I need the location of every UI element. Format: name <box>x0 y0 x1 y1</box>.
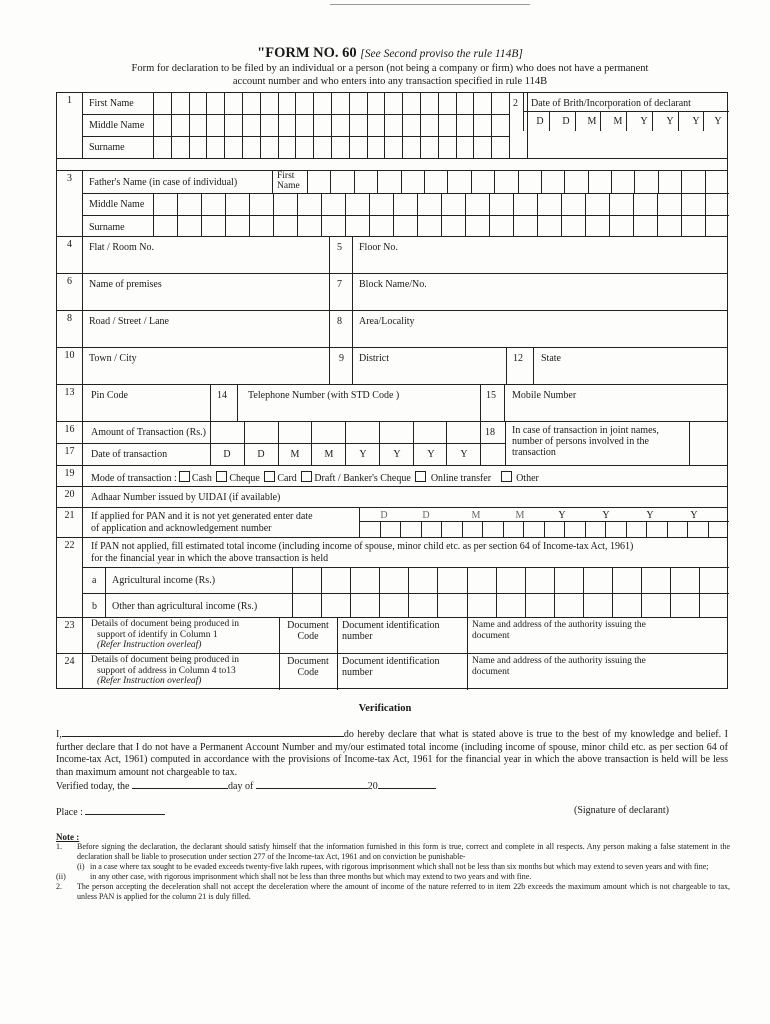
form-header <box>40 44 740 88</box>
row-1-name <box>56 92 728 158</box>
place-label: Place : <box>56 807 83 818</box>
pan-m1: M <box>471 510 481 521</box>
note-1-ii <box>56 872 730 882</box>
cash-option: Cash <box>191 473 212 484</box>
notes-section <box>56 832 730 902</box>
divider <box>105 567 106 618</box>
doc-code-line1: Document <box>287 656 329 667</box>
declaration-form-table <box>56 92 728 689</box>
draft-option: Draft / Banker's Cheque <box>314 473 411 484</box>
pan-applied-line2: of application and acknowledgement number <box>91 523 272 534</box>
surname-label: Surname <box>89 142 125 153</box>
divider <box>689 422 690 466</box>
fathers-name-label: Father's Name (in case of individual) <box>89 177 238 188</box>
note-2 <box>56 882 730 902</box>
online-transfer-option: Online transfer <box>430 473 492 484</box>
joint-names-label <box>512 425 659 458</box>
dob-y2: Y <box>666 116 674 127</box>
identity-doc-line3: (Refer Instruction overleaf) <box>97 640 202 650</box>
row-number: 19 <box>57 466 83 486</box>
mode-of-transaction <box>91 471 539 484</box>
divider <box>509 93 510 159</box>
form-subtitle-line2: account number and who enters into any transaction specified in rule 114B <box>232 75 548 87</box>
row-20-aadhaar <box>56 486 728 507</box>
divider <box>352 348 353 385</box>
fathers-first-name-cells[interactable] <box>307 171 729 193</box>
scan-artifact-line <box>330 4 530 5</box>
divider <box>480 385 481 422</box>
road-street-label: Road / Street / Lane <box>89 316 169 327</box>
row-14-number: 14 <box>217 390 227 401</box>
joint-names-line1: In case of transaction in joint names, <box>512 425 659 436</box>
row-number: 1 <box>57 93 83 158</box>
divider <box>337 654 338 690</box>
joint-names-line3: transaction <box>512 447 556 458</box>
form-title-reference: [See Second proviso the rule 114B] <box>360 48 523 60</box>
pan-y1: Y <box>558 510 566 521</box>
authority-line2: document <box>472 667 510 677</box>
declarant-name-blank[interactable] <box>62 727 344 737</box>
fathers-surname-label: Surname <box>89 222 125 233</box>
row-18-number: 18 <box>485 427 495 438</box>
dob-label: Date of Brith/Incorporation of declarant <box>531 98 691 109</box>
other-checkbox[interactable] <box>501 471 512 482</box>
form-title-text: "FORM NO. 60 <box>257 45 357 61</box>
cheque-option: Cheque <box>229 473 260 484</box>
divider <box>352 274 353 311</box>
doc-code-line2: Code <box>297 631 319 642</box>
row-10-town <box>56 347 728 384</box>
divider <box>352 237 353 274</box>
pan-y2: Y <box>602 510 610 521</box>
txn-d2: D <box>257 449 265 460</box>
row-number: 24 <box>57 654 83 688</box>
verified-today-label: Verified today, the <box>56 781 130 792</box>
divider <box>329 348 330 385</box>
row-number: 3 <box>57 171 83 236</box>
floor-no-label: Floor No. <box>359 242 398 253</box>
day-of-label: day of <box>228 781 254 792</box>
divider <box>504 385 505 422</box>
aadhaar-label: Adhaar Number issued by UIDAI (if available) <box>91 492 281 503</box>
income-line1: If PAN not applied, fill estimated total income (including income of spouse, minor child etc. as per section 64 of Income-tax Act, 1961) <box>91 541 634 552</box>
row-number: 20 <box>57 487 83 507</box>
divider <box>210 385 211 422</box>
joint-names-line2: number of persons involved in the <box>512 436 649 447</box>
mobile-number-label: Mobile Number <box>512 390 577 401</box>
divider <box>467 654 468 690</box>
row-12-number: 12 <box>513 353 523 364</box>
declarant-prefix: I, <box>56 729 62 740</box>
cash-checkbox[interactable] <box>179 471 190 482</box>
txn-d1: D <box>223 449 231 460</box>
middle-name-label: Middle Name <box>89 120 145 131</box>
doc-code-line2: Code <box>297 667 319 678</box>
form-subtitle <box>40 63 740 88</box>
month-blank[interactable] <box>256 779 368 789</box>
doc-id-line2: number <box>342 667 373 678</box>
dob-y3: Y <box>692 116 700 127</box>
fathers-first-name-label <box>277 172 300 191</box>
block-name-label: Block Name/No. <box>359 279 427 290</box>
dob-d1: D <box>536 116 544 127</box>
fathers-middle-name-label: Middle Name <box>89 199 145 210</box>
other-option: Other <box>516 473 539 484</box>
pan-m2: M <box>515 510 525 521</box>
authority-line1: Name and address of the authority issuing the <box>472 620 646 630</box>
identity-doc-line1: Details of document being produced in <box>91 619 240 629</box>
flat-room-label: Flat / Room No. <box>89 242 155 253</box>
authority-line2: document <box>472 631 510 641</box>
other-income-label: Other than agricultural income (Rs.) <box>112 601 258 612</box>
txn-y2: Y <box>393 449 401 460</box>
doc-id-line1: Document identification <box>342 656 440 667</box>
txn-y1: Y <box>359 449 367 460</box>
row-13-15-contact <box>56 384 728 421</box>
name-input-cells[interactable] <box>153 93 509 159</box>
row-22-income <box>56 537 728 617</box>
notes-title: Note : <box>56 832 80 842</box>
town-city-label: Town / City <box>89 353 137 364</box>
cheque-checkbox[interactable] <box>216 471 227 482</box>
row-8-road <box>56 310 728 347</box>
divider <box>352 311 353 348</box>
dob-m2: M <box>613 116 623 127</box>
income-line2: for the financial year in which the above transaction is held <box>91 553 329 564</box>
year-prefix: 20 <box>367 781 378 792</box>
day-blank[interactable] <box>132 779 228 789</box>
row-3-fathers-name <box>56 170 728 236</box>
dob-d2: D <box>562 116 570 127</box>
telephone-label: Telephone Number (with STD Code ) <box>248 390 400 401</box>
divider <box>523 93 524 111</box>
txn-y4: Y <box>460 449 468 460</box>
dob-y1: Y <box>640 116 648 127</box>
row-number: 8 <box>57 311 83 347</box>
txn-y3: Y <box>427 449 435 460</box>
address-doc-id-label <box>342 656 439 678</box>
address-doc-line1: Details of document being produced in <box>91 655 240 665</box>
note-2-text: The person accepting the deceleration shall not accept the deceleration where the amount of income of the nature referred to in item 22b exceeds the maximum amount which is not chargeable to tax, unless PAN is applied for the column 21 is duly filled. <box>77 882 730 901</box>
income-cells[interactable] <box>292 567 729 618</box>
first-line: First <box>277 171 295 181</box>
row-4-5-address <box>56 236 728 273</box>
address-doc-line3: (Refer Instruction overleaf) <box>97 676 202 686</box>
year-blank[interactable] <box>378 779 436 789</box>
card-checkbox[interactable] <box>264 471 275 482</box>
divider <box>272 171 273 193</box>
row-number: 4 <box>57 237 83 273</box>
pin-code-label: Pin Code <box>91 390 128 401</box>
row-7-number: 7 <box>337 279 342 290</box>
row-6-7-address <box>56 273 728 310</box>
identity-authority-label <box>472 620 646 642</box>
row-9-number: 9 <box>339 353 344 364</box>
identity-doc-details <box>91 619 239 651</box>
identity-doc-code-label <box>279 620 337 642</box>
address-doc-line2: support of address in Column 4 to13 <box>97 665 236 676</box>
row-number: 13 <box>57 385 83 421</box>
doc-code-line1: Document <box>287 620 329 631</box>
note-1-i <box>56 862 730 872</box>
row-number: 21 <box>57 508 83 537</box>
area-locality-label: Area/Locality <box>359 316 415 327</box>
signature-label: (Signature of declarant) <box>574 805 669 816</box>
mode-label: Mode of transaction : <box>91 473 177 484</box>
pan-y4: Y <box>690 510 698 521</box>
declaration-body: do hereby declare that what is stated above is true to the best of my knowledge and belief. I further declare that I do not have a Permanent Account Number and my/our estimated total income (including income of spouse, minor child etc. as per section 64 of Income-tax Act, 1961) computed in accordance with the provisions of Income-tax Act, 1961 for the financial year in which the above transaction is held will be less than maximum amount not chargeable to tax. <box>56 729 728 778</box>
pan-applied-line1: If applied for PAN and it is not yet generated enter date <box>91 511 313 522</box>
row-number: 6 <box>57 274 83 310</box>
verification-title: Verification <box>358 703 412 714</box>
pan-y3: Y <box>646 510 654 521</box>
form-title <box>40 44 740 63</box>
note-1-ii-text: in any other case, with rigorous imprisonment which shall not be less than three months but which may extend to two years and with fine. <box>90 872 532 881</box>
other-letter: b <box>92 601 97 612</box>
divider <box>533 348 534 385</box>
identity-doc-id-label <box>342 620 439 642</box>
draft-checkbox[interactable] <box>301 471 312 482</box>
divider <box>329 311 330 348</box>
divider <box>337 618 338 654</box>
note-1-i-number: (i) <box>77 862 85 871</box>
divider <box>329 274 330 311</box>
pan-d2: D <box>422 510 430 521</box>
row-number: 10 <box>57 348 83 384</box>
address-doc-code-label <box>279 656 337 678</box>
premises-label: Name of premises <box>89 279 162 290</box>
doc-id-line1: Document identification <box>342 620 440 631</box>
divider <box>480 422 481 466</box>
note-1 <box>56 842 730 862</box>
address-doc-details <box>91 655 239 687</box>
divider <box>467 618 468 654</box>
first-name-label: First Name <box>89 98 134 109</box>
txn-m2: M <box>324 449 334 460</box>
pan-ack-cells[interactable] <box>359 521 729 538</box>
row-15-number: 15 <box>486 390 496 401</box>
txn-m1: M <box>290 449 300 460</box>
address-authority-label <box>472 656 646 678</box>
row-5-number: 5 <box>337 242 342 253</box>
row-number: 23 <box>57 618 83 653</box>
note-1-i-text: in a case where tax sought to be evaded exceeds twenty-five lakh rupees, with rigorous imprisonment which shall not be less than six months but which may extend to seven years and with fine; <box>90 862 709 871</box>
district-label: District <box>359 353 389 364</box>
row-24-address-doc <box>56 653 728 689</box>
row-23-identity-doc <box>56 617 728 653</box>
doc-id-line2: number <box>342 631 373 642</box>
pan-d1: D <box>380 510 388 521</box>
online-transfer-checkbox[interactable] <box>415 471 426 482</box>
state-label: State <box>541 353 561 364</box>
divider <box>505 422 506 466</box>
row-16-18-transaction <box>56 421 728 465</box>
card-option: Card <box>277 473 297 484</box>
row-21-pan-applied <box>56 507 728 537</box>
form-subtitle-line1: Form for declaration to be filed by an individual or a person (not being a company or firm) who does not have a permanent <box>131 63 649 74</box>
verification-text <box>56 727 728 794</box>
row-area-number: 8 <box>337 316 342 327</box>
note-2-number: 2. <box>56 882 62 891</box>
dob-m1: M <box>587 116 597 127</box>
spacer-row <box>56 158 728 170</box>
divider <box>237 385 238 422</box>
row-17-number: 17 <box>57 444 83 465</box>
note-1-ii-number: (ii) <box>56 872 66 881</box>
row-19-mode <box>56 465 728 486</box>
authority-line1: Name and address of the authority issuing the <box>472 656 646 666</box>
divider <box>506 348 507 385</box>
transaction-amount-label: Amount of Transaction (Rs.) <box>91 427 206 438</box>
dob-y4: Y <box>714 116 722 127</box>
row-number: 22 <box>57 538 83 617</box>
name-line: Name <box>277 180 300 191</box>
place-field <box>56 805 165 818</box>
agri-letter: a <box>92 575 97 586</box>
row-2-number: 2 <box>513 98 518 109</box>
divider <box>329 237 330 274</box>
note-1-number: 1. <box>56 842 62 851</box>
agricultural-income-label: Agricultural income (Rs.) <box>112 575 216 586</box>
fathers-middle-surname-cells[interactable] <box>153 193 729 237</box>
place-blank[interactable] <box>85 805 165 815</box>
row-number: 16 <box>57 422 83 443</box>
identity-doc-line2: support of identify in Column 1 <box>97 629 218 640</box>
note-1-text: Before signing the declaration, the declarant should satisfy himself that the information furnished in this form is true, correct and complete in all respects. Any person making a false statement in the declaration shall be liable to prosecution under section 277 of the Income-tax Act, 1961 and on conviction be punishable- <box>77 842 730 861</box>
transaction-date-label: Date of transaction <box>91 449 168 460</box>
